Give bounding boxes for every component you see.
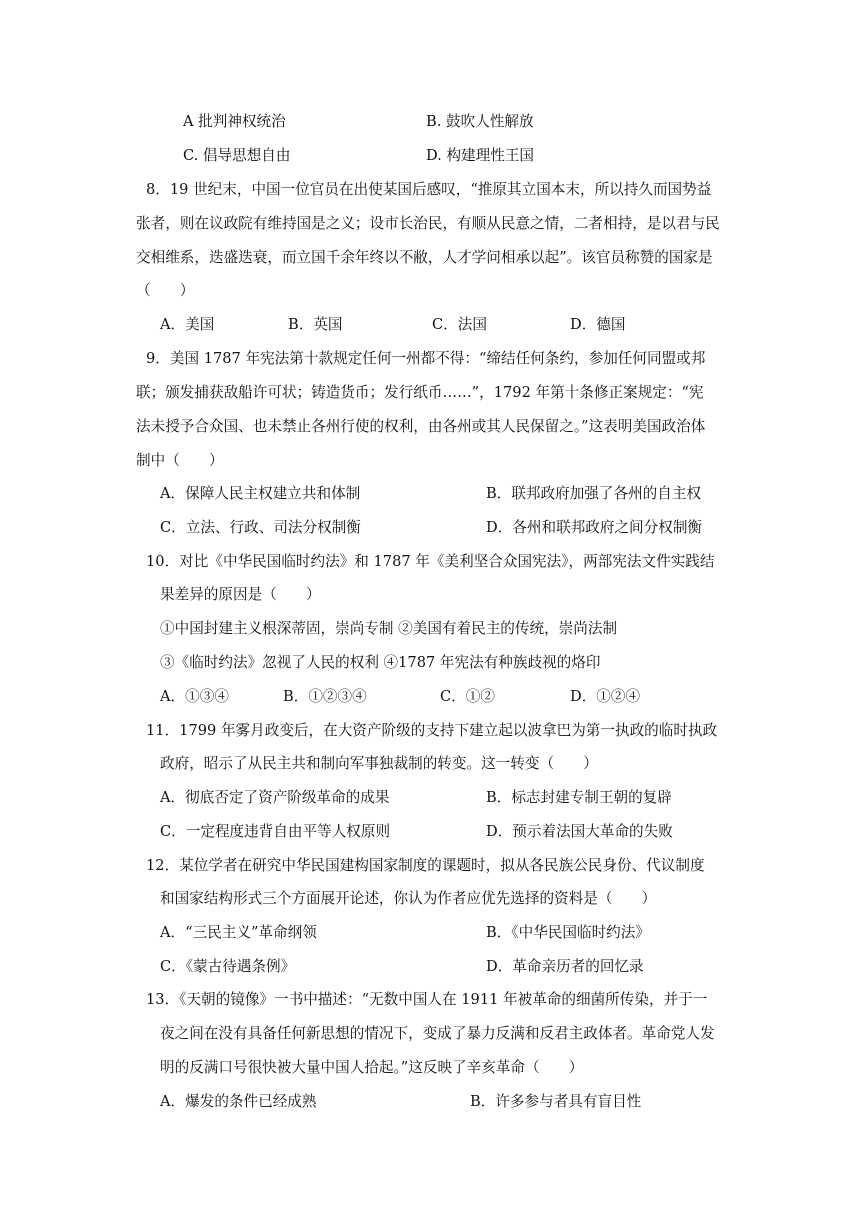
q8-option-b: B．英国 [288,316,343,333]
q9-option-a: A．保障人民主权建立共和体制 [160,485,361,502]
q12-line-1: 12．某位学者在研究中华民国建构国家制度的课题时，拟从各民族公民身份、代议制度 [146,857,705,874]
q8-line-1: 8．19 世纪末，中国一位官员在出使某国后感叹，“推原其立国本末，所以持久而国势益 [146,181,712,198]
q10-line-2: 果差异的原因是（ ） [160,586,321,603]
q13-line-2: 夜之间在没有具备任何新思想的情况下，变成了暴力反满和反君主政体者。革命党人发 [160,1025,715,1042]
q11-line-1: 11．1799 年雾月政变后，在大资产阶级的支持下建立起以波拿巴为第一执政的临时执政 [146,722,718,739]
q10-line-3: ①中国封建主义根深蒂固，崇尚专制 ②美国有着民主的传统，崇尚法制 [160,620,618,637]
q13-line-3: 明的反满口号很快被大量中国人拾起。”这反映了辛亥革命（ ） [160,1059,584,1076]
q13-option-b: B．许多参与者具有盲目性 [470,1093,642,1110]
q8-line-4: （ ） [136,282,195,299]
q13-option-a: A．爆发的条件已经成熟 [160,1093,317,1110]
q11-line-2: 政府，昭示了从民主共和制向军事独裁制的转变。这一转变（ ） [160,755,598,772]
q9-line-1: 9．美国 1787 年宪法第十款规定任何一州都不得：“缔结任何条约，参加任何同盟或邦 [146,350,706,367]
q12-option-c: C．《蒙古待遇条例》 [160,958,296,975]
q12-option-d: D．革命亲历者的回忆录 [486,958,644,975]
q10-option-c: C．①② [440,688,495,705]
q8-option-d: D．德国 [570,316,626,333]
q12-option-b: B．《中华民国临时约法》 [486,924,650,941]
q7-option-a: A 批判神权统治 [183,113,286,130]
q10-option-b: B．①②③④ [283,688,367,705]
q8-option-c: C．法国 [432,316,487,333]
q9-line-2: 联；颁发捕获敌船许可状；铸造货币；发行纸币……”，1792 年第十条修正案规定：“宪 [136,384,704,401]
q7-option-b: B. 鼓吹人性解放 [426,113,534,130]
q11-option-b: B．标志封建专制王朝的复辟 [486,789,672,806]
q10-option-a: A．①③④ [160,688,229,705]
q12-line-2: 和国家结构形式三个方面展开论述，你认为作者应优先选择的资料是（ ） [160,890,657,907]
q8-option-a: A．美国 [160,316,215,333]
q8-line-3: 交相维系，迭盛迭衰，而立国千余年终以不敝，人才学问相承以起”。该官员称赞的国家是 [136,249,713,266]
q11-option-a: A．彻底否定了资产阶级革命的成果 [160,789,390,806]
q7-option-d: D. 构建理性王国 [426,147,535,164]
q9-line-3: 法未授予合众国、也未禁止各州行使的权利，由各州或其人民保留之。”这表明美国政治体 [136,418,706,435]
q12-option-a: A．“三民主义”革命纲领 [160,924,317,941]
q13-line-1: 13．《天朝的镜像》一书中描述：“无数中国人在 1911 年被革命的细菌所传染，并于一 [146,991,708,1008]
q9-option-d: D．各州和联邦政府之间分权制衡 [486,519,703,536]
q11-option-c: C．一定程度违背自由平等人权原则 [160,823,391,840]
q10-option-d: D．①②④ [570,688,641,705]
q9-line-4: 制中（ ） [136,452,224,469]
q8-line-2: 张者，则在议政院有维持国是之义；设市长治民，有顺从民意之情，二者相持，是以君与民 [136,215,720,232]
q9-option-c: C．立法、行政、司法分权制衡 [160,519,361,536]
q9-option-b: B．联邦政府加强了各州的自主权 [486,485,702,502]
q10-line-1: 10．对比《中华民国临时约法》和 1787 年《美利坚合众国宪法》，两部宪法文件实践结 [146,553,715,570]
q10-line-4: ③《临时约法》忽视了人民的权利 ④1787 年宪法有种族歧视的烙印 [160,654,601,671]
q11-option-d: D．预示着法国大革命的失败 [486,823,673,840]
q7-option-c: C. 倡导思想自由 [183,147,291,164]
